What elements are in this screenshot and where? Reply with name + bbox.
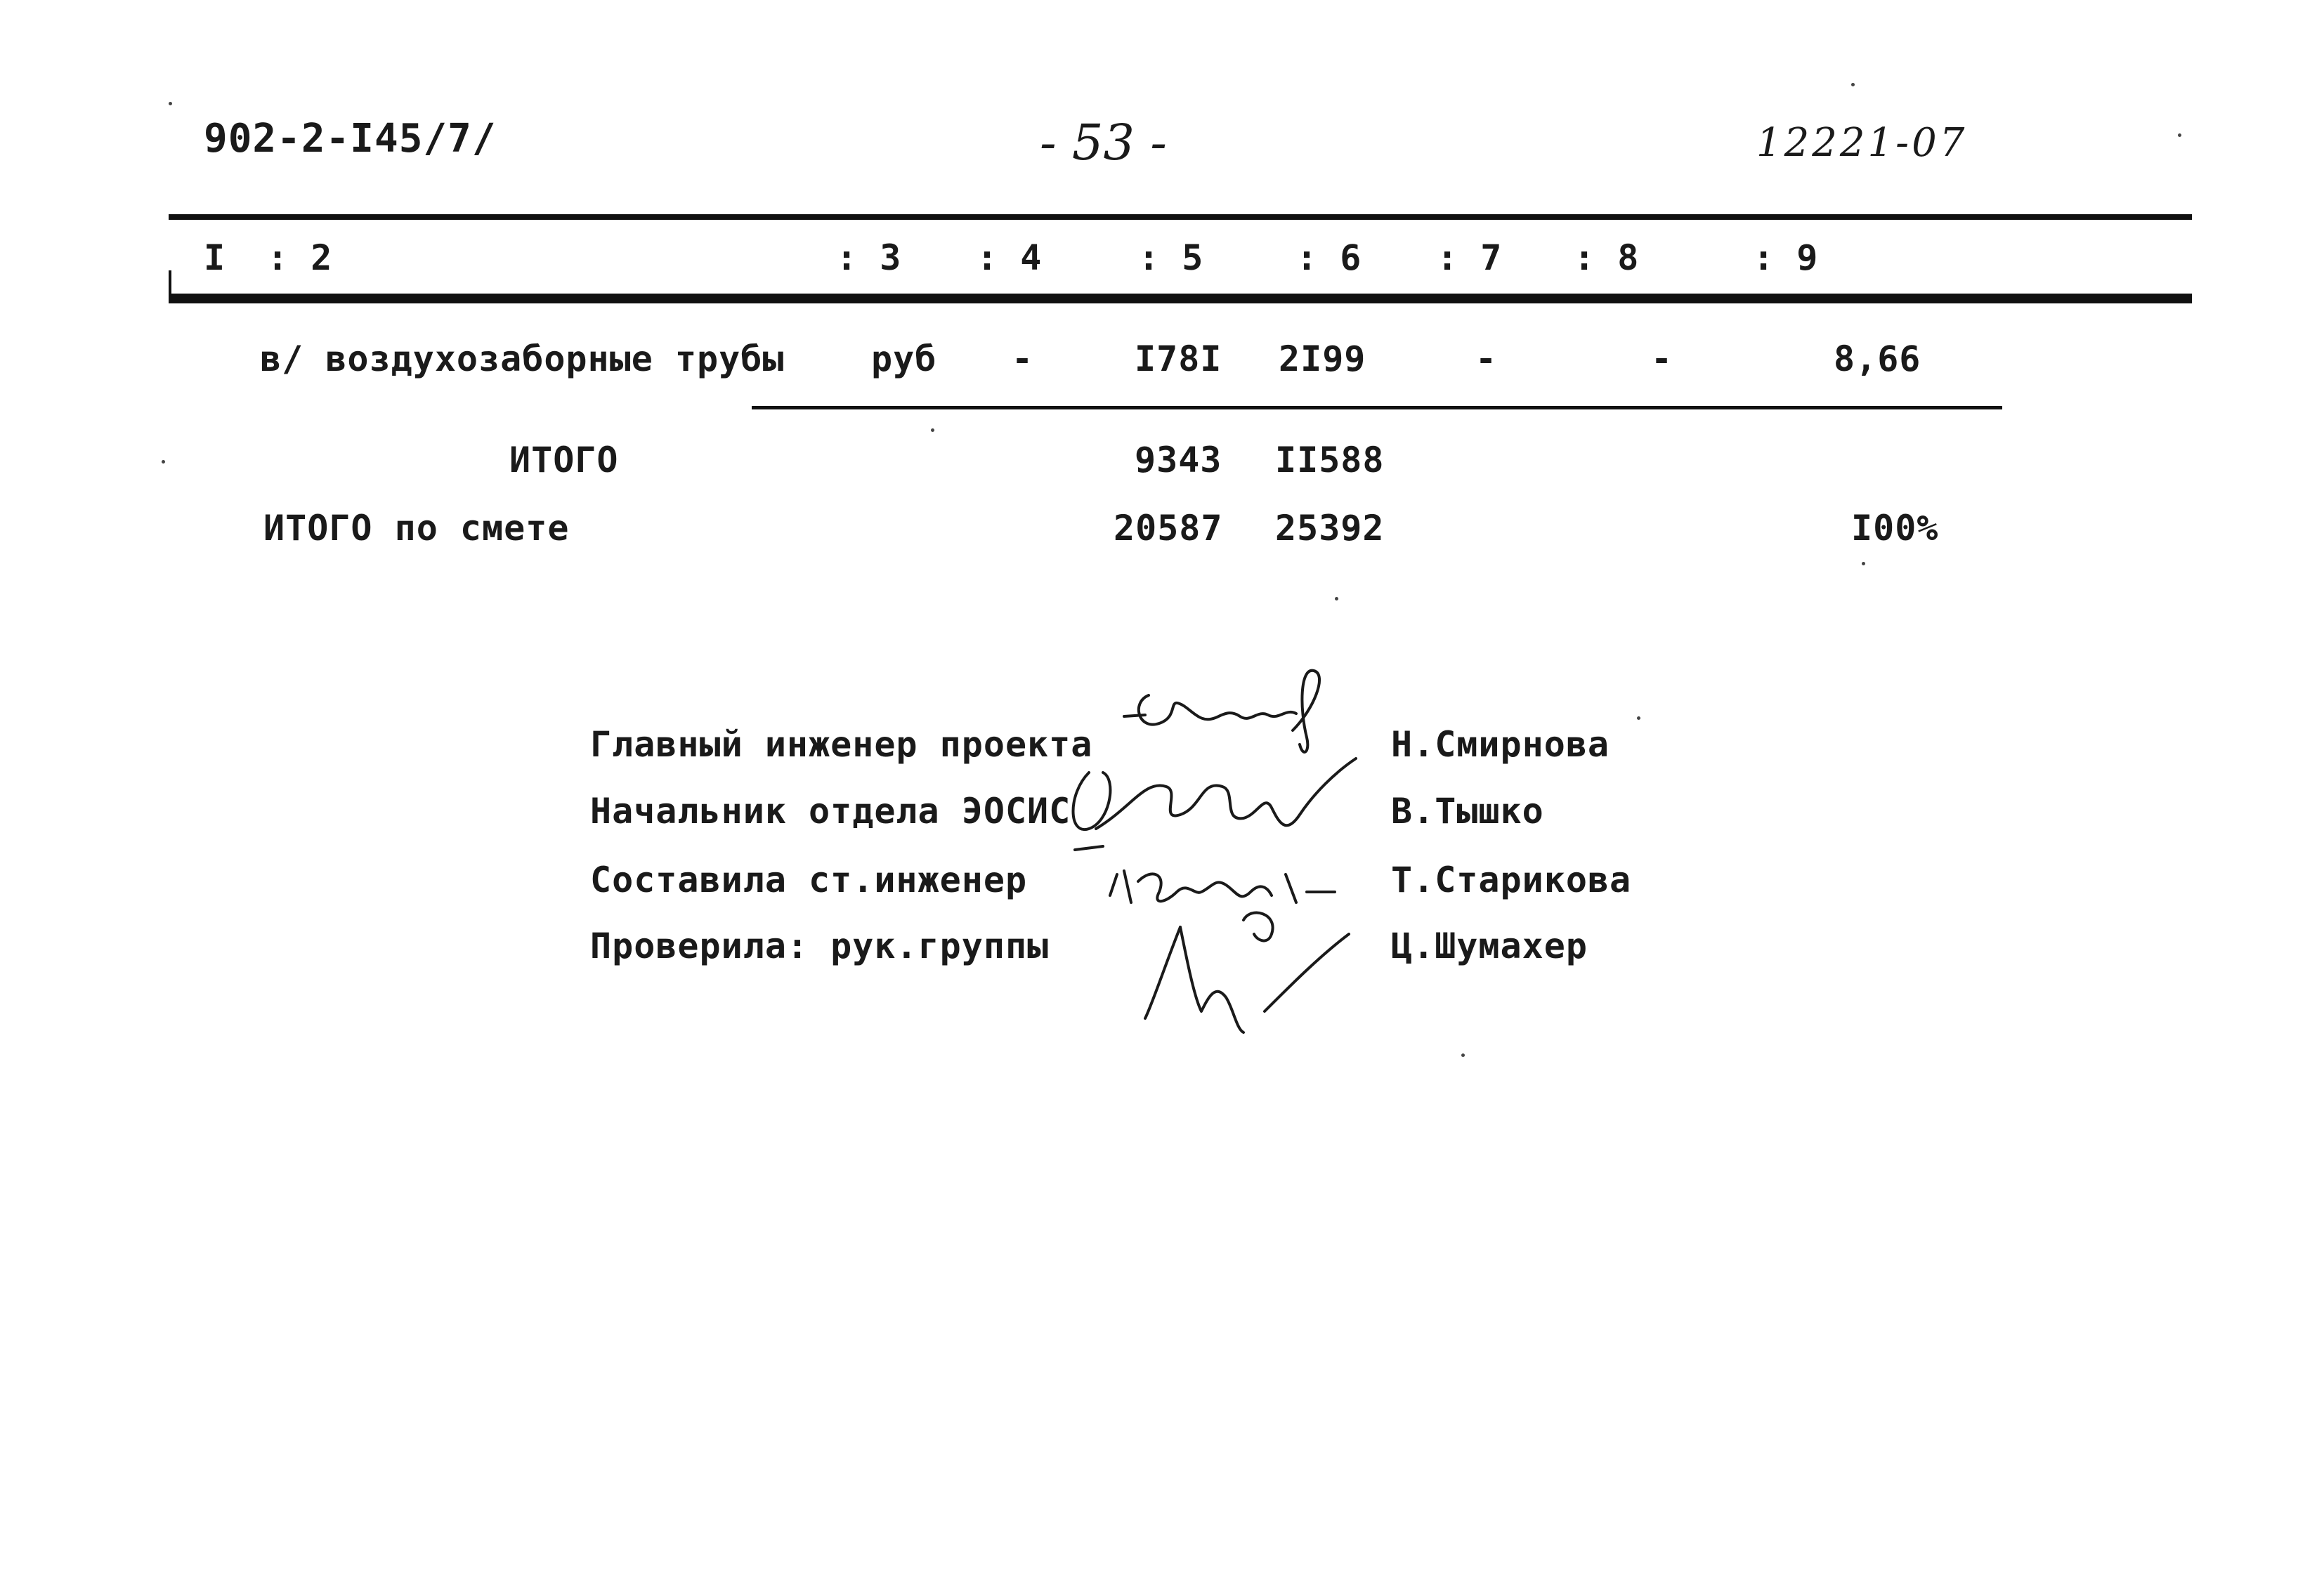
row-col5: I78I	[1135, 339, 1222, 379]
column-number: : 3	[836, 237, 902, 278]
column-number: : 6	[1296, 237, 1362, 278]
signatory-role: Начальник отдела ЭОСИС	[590, 791, 1071, 832]
row-col4: -	[1012, 339, 1034, 379]
row-name: в/ воздухозаборные трубы	[260, 339, 785, 379]
signatory-name: Ц.Шумахер	[1391, 926, 1588, 966]
signatory-role: Главный инженер проекта	[590, 724, 1093, 765]
signatory-name: Н.Смирнова	[1391, 724, 1610, 765]
row-unit: руб	[871, 339, 937, 379]
column-number: : 5	[1138, 237, 1204, 278]
row-col9: 8,66	[1834, 339, 1921, 379]
column-number: : 9	[1753, 237, 1819, 278]
scan-speck	[1862, 562, 1865, 565]
grand-total-col6: 25392	[1275, 508, 1385, 549]
archive-number: 12221-07	[1756, 120, 1968, 166]
total-col5: 9343	[1135, 440, 1222, 480]
header-left-tick	[169, 270, 171, 298]
column-number: : 8	[1574, 237, 1640, 278]
grand-total-col5: 20587	[1114, 508, 1223, 549]
signatory-name: Т.Старикова	[1391, 860, 1632, 900]
scan-speck	[2178, 133, 2181, 137]
document-code: 902-2-I45/7/	[204, 116, 497, 162]
scan-speck	[1851, 83, 1855, 86]
row-col8: -	[1651, 339, 1673, 379]
column-number: I	[204, 237, 226, 278]
signatory-role: Проверила: рук.группы	[590, 926, 1050, 966]
scan-speck	[1335, 597, 1338, 600]
total-col6: II588	[1275, 440, 1385, 480]
subtotal-rule	[752, 406, 2002, 409]
scan-speck	[931, 428, 934, 432]
column-number: : 7	[1437, 237, 1503, 278]
total-label: ИТОГО	[509, 440, 619, 480]
column-number: : 4	[977, 237, 1043, 278]
column-number: : 2	[267, 237, 333, 278]
table-header-bottom-rule	[169, 294, 2192, 303]
handwritten-signature	[1138, 906, 1370, 1039]
table-top-rule	[169, 214, 2192, 220]
row-col6: 2I99	[1279, 339, 1366, 379]
row-col7: -	[1475, 339, 1498, 379]
page-number: - 53 -	[1040, 114, 1167, 171]
scan-speck	[169, 102, 172, 105]
scan-speck	[1637, 716, 1640, 720]
handwritten-signature	[1061, 751, 1370, 857]
signatory-role: Составила ст.инженер	[590, 860, 1028, 900]
scan-speck	[162, 460, 165, 464]
grand-total-label: ИТОГО по смете	[263, 508, 570, 549]
scan-speck	[1461, 1053, 1465, 1057]
grand-total-col9: I00%	[1851, 508, 1939, 549]
signatory-name: В.Тышко	[1391, 791, 1544, 832]
